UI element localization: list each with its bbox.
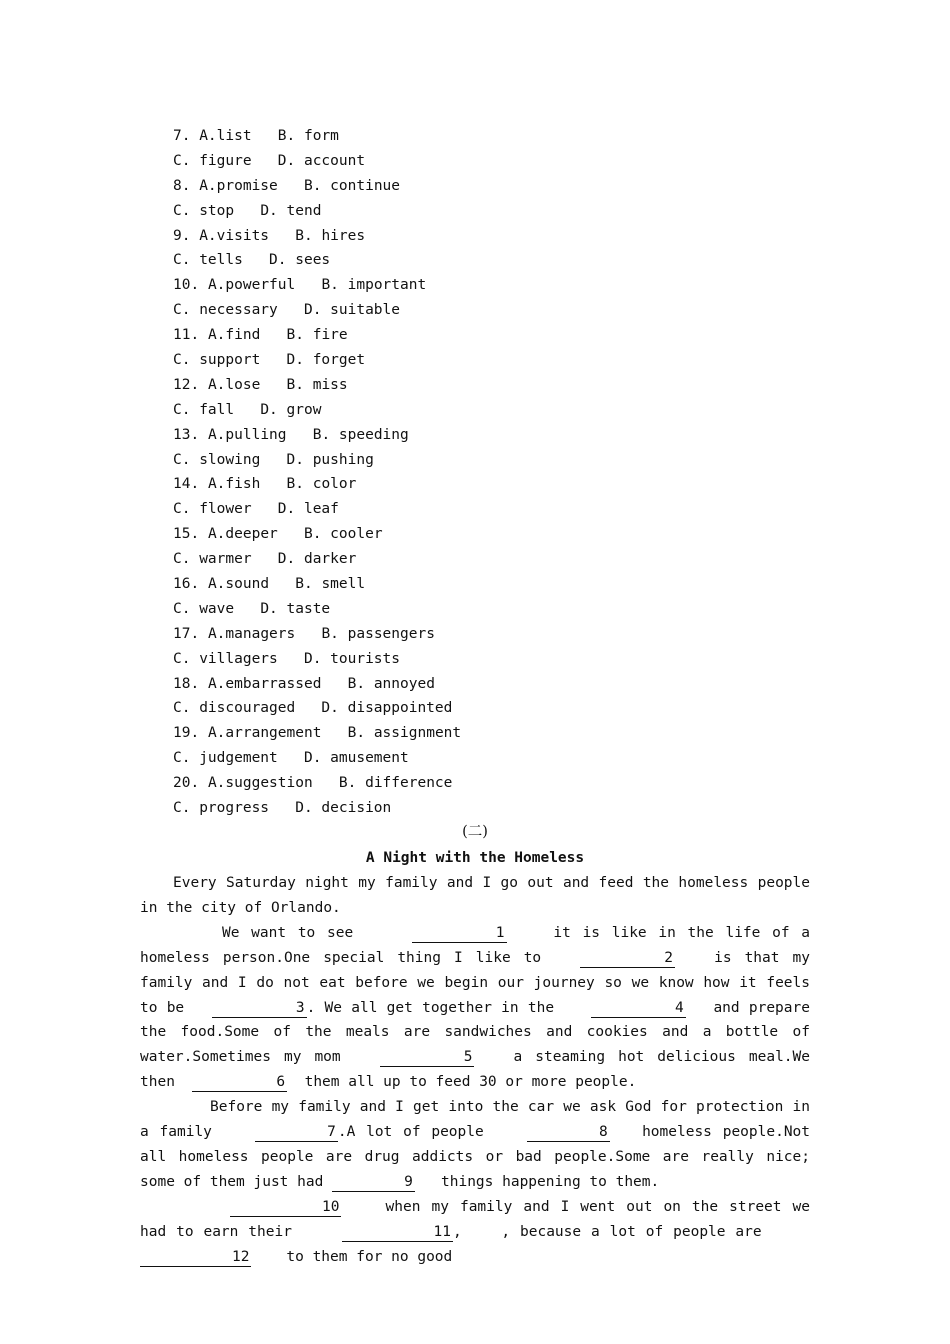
option-b: B. passengers: [321, 625, 435, 642]
question-number: 12.: [173, 376, 200, 393]
question-number: 17.: [173, 625, 200, 642]
question-line-cd: [173, 248, 813, 273]
option-c: C. warmer: [173, 551, 252, 568]
option-b: B. hires: [295, 227, 366, 244]
option-a: A.pulling: [207, 426, 287, 443]
question-line-ab: [173, 622, 813, 647]
question-line-cd: [173, 448, 813, 473]
passage-title: A Night with the Homeless: [365, 850, 585, 866]
question-line-cd: [173, 796, 813, 821]
question-line-cd: [173, 696, 813, 721]
question-line-cd: [173, 597, 813, 622]
option-c: C. figure: [173, 152, 252, 169]
question-options-list: [173, 124, 813, 821]
blank-1: 1: [412, 924, 507, 943]
blank-2: 2: [580, 949, 675, 968]
question-number: 11.: [173, 327, 200, 344]
question-line-ab: [173, 472, 813, 497]
option-c: C. judgement: [173, 750, 278, 767]
blank-10: 10: [230, 1198, 341, 1217]
option-d: D. disappointed: [321, 700, 453, 717]
blank-7: 7: [255, 1123, 338, 1142]
option-b: B. continue: [303, 177, 401, 194]
option-d: D. decision: [295, 800, 392, 817]
question-line-cd: [173, 497, 813, 522]
option-c: C. villagers: [173, 650, 278, 667]
option-a: A.managers: [207, 625, 296, 642]
option-a: A.powerful: [207, 277, 296, 294]
blank-4: 4: [591, 999, 686, 1018]
blank-9: 9: [332, 1173, 415, 1192]
option-b: B. difference: [338, 775, 453, 792]
option-a: A.list: [199, 128, 252, 144]
question-line-ab: [173, 771, 813, 796]
option-d: D. tend: [260, 202, 322, 219]
question-line-ab: [173, 124, 813, 149]
question-number: 9.: [173, 227, 191, 244]
blank-6: 6: [192, 1073, 287, 1092]
question-line-cd: [173, 647, 813, 672]
question-line-ab: [173, 721, 813, 746]
option-d: D. darker: [277, 551, 357, 568]
option-a: A.find: [207, 327, 261, 344]
option-c: C. tells: [173, 252, 243, 269]
question-line-ab: [173, 224, 813, 249]
blank-5: 5: [380, 1048, 475, 1067]
option-a: A.embarrassed: [207, 675, 322, 692]
passage-body: [140, 871, 810, 1270]
option-d: D. suitable: [303, 302, 400, 319]
question-line-ab: [173, 423, 813, 448]
question-line-ab: [173, 174, 813, 199]
paragraph-3: Before my family and I get into the car we ask God for protection in a family 7 .A lot of people 8 homeless people.Not all homeless people are drug addicts or bad people.Some are really nice; some of them just had 9 things happening to them.: [140, 1099, 811, 1190]
option-d: D. leaf: [277, 501, 339, 518]
paragraph-4: 10 when my family and I went out on the street we had to earn their 11 , , because a lot of people are 12 to them for no good: [140, 1198, 810, 1265]
question-line-cd: [173, 547, 813, 572]
question-number: 19.: [173, 725, 200, 742]
option-d: D. grow: [260, 401, 322, 418]
option-c: C. wave: [173, 600, 235, 617]
option-c: C. necessary: [173, 302, 278, 319]
section-number: (二): [462, 824, 488, 840]
question-number: 16.: [173, 576, 200, 593]
option-b: B. cooler: [303, 526, 383, 543]
option-c: C. progress: [173, 800, 270, 817]
question-line-cd: [173, 746, 813, 771]
option-a: A.visits: [199, 227, 270, 244]
paragraph-1: Every Saturday night my family and I go out and feed the homeless people in the city of Orlando.: [140, 875, 810, 916]
paragraph-2: We want to see 1 it is like in the life of a homeless person.One special thing I like to 2 is that my family and I do not eat before we begin our journey so we know how it feels to be 3 . We all get together in the 4 and prepare the food.Some of the meals are sandwiches and cookies and a bottle of water.Sometimes my mom 5 a steaming hot delicious meal.We then 6 them all up to feed 30 or more people.: [140, 924, 811, 1091]
question-line-ab: [173, 323, 813, 348]
option-b: B. annoyed: [347, 675, 435, 692]
option-c: C. discouraged: [173, 700, 296, 717]
option-c: C. fall: [173, 401, 235, 418]
blank-8: 8: [527, 1123, 610, 1142]
option-d: D. forget: [286, 352, 366, 369]
option-a: A.sound: [207, 576, 270, 593]
question-number: 14.: [173, 476, 200, 493]
question-number: 10.: [173, 277, 200, 294]
question-line-cd: [173, 298, 813, 323]
option-b: B. smell: [295, 576, 366, 593]
blank-11: 11: [342, 1223, 453, 1242]
blank-3: 3: [212, 999, 307, 1018]
question-number: 15.: [173, 526, 200, 543]
option-c: C. stop: [173, 202, 235, 219]
question-line-cd: [173, 398, 813, 423]
option-b: B. fire: [286, 327, 348, 344]
option-b: B. miss: [286, 376, 348, 393]
option-d: D. account: [277, 152, 366, 169]
option-b: B. speeding: [312, 426, 409, 443]
option-b: B. important: [321, 277, 427, 294]
question-number: 13.: [173, 426, 200, 443]
option-d: D. pushing: [286, 451, 374, 468]
question-line-cd: [173, 348, 813, 373]
option-a: A.deeper: [207, 526, 278, 543]
option-d: D. taste: [260, 600, 331, 617]
option-c: C. flower: [173, 501, 252, 518]
question-number: 18.: [173, 675, 200, 692]
question-number: 20.: [173, 775, 200, 792]
option-b: B. color: [286, 476, 357, 493]
option-a: A.promise: [199, 177, 278, 194]
question-line-ab: [173, 273, 813, 298]
question-line-ab: [173, 672, 813, 697]
option-b: B. form: [277, 128, 339, 144]
question-line-cd: [173, 149, 813, 174]
option-a: A.arrangement: [207, 725, 322, 742]
question-number: 7.: [173, 128, 191, 144]
blank-12: 12: [140, 1248, 251, 1267]
option-b: B. assignment: [347, 725, 462, 742]
option-d: D. sees: [269, 252, 331, 269]
question-number: 8.: [173, 177, 191, 194]
option-a: A.lose: [207, 376, 261, 393]
option-c: C. support: [173, 352, 261, 369]
option-d: D. amusement: [303, 750, 409, 767]
question-line-cd: [173, 199, 813, 224]
question-line-ab: [173, 373, 813, 398]
option-a: A.suggestion: [207, 775, 313, 792]
option-d: D. tourists: [303, 650, 400, 667]
option-a: A.fish: [207, 476, 261, 493]
question-line-ab: [173, 522, 813, 547]
question-line-ab: [173, 572, 813, 597]
option-c: C. slowing: [173, 451, 261, 468]
